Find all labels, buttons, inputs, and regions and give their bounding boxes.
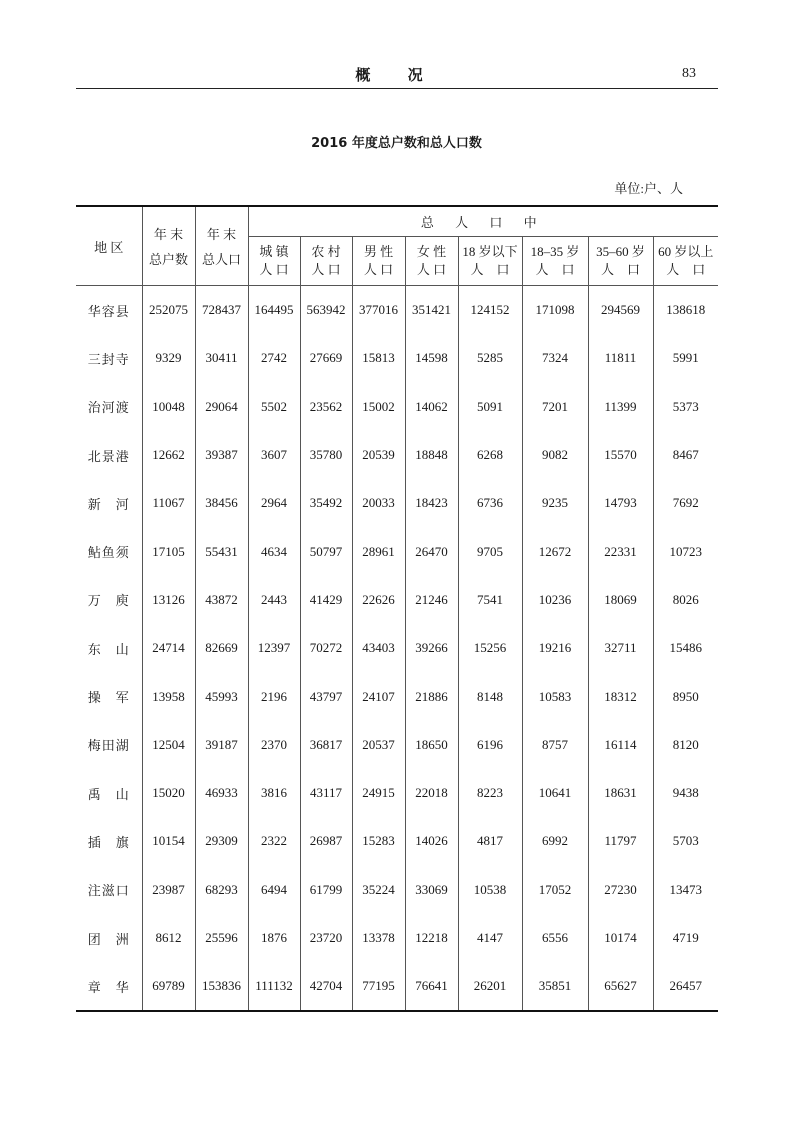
- value-cell: 3816: [248, 769, 300, 817]
- value-cell: 15813: [352, 334, 405, 382]
- value-cell: 39187: [195, 721, 248, 769]
- value-cell: 153836: [195, 962, 248, 1011]
- value-cell: 29064: [195, 383, 248, 431]
- value-cell: 6196: [458, 721, 522, 769]
- value-cell: 8467: [653, 431, 718, 479]
- value-cell: 5991: [653, 334, 718, 382]
- value-cell: 294569: [588, 286, 653, 335]
- value-cell: 164495: [248, 286, 300, 335]
- value-cell: 111132: [248, 962, 300, 1011]
- header-male: [352, 237, 405, 286]
- value-cell: 10538: [458, 866, 522, 914]
- value-cell: 20537: [352, 721, 405, 769]
- header-rural: [300, 237, 352, 286]
- value-cell: 17052: [522, 866, 588, 914]
- value-cell: 1876: [248, 914, 300, 962]
- header-under18-line1: 18 岁以下: [462, 244, 518, 259]
- value-cell: 15002: [352, 383, 405, 431]
- value-cell: 8148: [458, 672, 522, 720]
- value-cell: 36817: [300, 721, 352, 769]
- value-cell: 8120: [653, 721, 718, 769]
- header-households-line1: 年 末: [153, 227, 184, 242]
- value-cell: 9082: [522, 431, 588, 479]
- value-cell: 9438: [653, 769, 718, 817]
- value-cell: 26457: [653, 962, 718, 1011]
- value-cell: 35492: [300, 479, 352, 527]
- value-cell: 21886: [405, 672, 458, 720]
- value-cell: 15486: [653, 624, 718, 672]
- header-under18: [458, 237, 522, 286]
- table-row: [76, 334, 718, 382]
- header-over60-line2: 人 口: [666, 262, 706, 277]
- region-name-cell: 梅田湖: [87, 738, 130, 754]
- header-age35-60-line2: 人 口: [600, 262, 640, 277]
- value-cell: 2322: [248, 817, 300, 865]
- value-cell: 43797: [300, 672, 352, 720]
- value-cell: 16114: [588, 721, 653, 769]
- value-cell: 18631: [588, 769, 653, 817]
- header-region: 地 区: [76, 206, 142, 286]
- value-cell: 15020: [142, 769, 195, 817]
- value-cell: 6736: [458, 479, 522, 527]
- header-urban: [248, 237, 300, 286]
- value-cell: 7541: [458, 576, 522, 624]
- header-age18-35-line1: 18–35 岁: [530, 244, 580, 259]
- value-cell: 39266: [405, 624, 458, 672]
- value-cell: 25596: [195, 914, 248, 962]
- region-name-cell: 三封寺: [87, 351, 130, 367]
- value-cell: 14062: [405, 383, 458, 431]
- value-cell: 26470: [405, 527, 458, 575]
- header-age18-35: [522, 237, 588, 286]
- value-cell: 32711: [588, 624, 653, 672]
- value-cell: 10641: [522, 769, 588, 817]
- region-name-cell: 治河渡: [87, 400, 130, 416]
- header-female: [405, 237, 458, 286]
- value-cell: 14598: [405, 334, 458, 382]
- value-cell: 13126: [142, 576, 195, 624]
- header-male-line2: 人 口: [363, 262, 394, 277]
- value-cell: 4147: [458, 914, 522, 962]
- value-cell: 24714: [142, 624, 195, 672]
- region-name-cell: 团 洲: [87, 931, 130, 947]
- header-female-line1: 女 性: [416, 244, 447, 259]
- value-cell: 2370: [248, 721, 300, 769]
- value-cell: 43872: [195, 576, 248, 624]
- value-cell: 18312: [588, 672, 653, 720]
- value-cell: 8026: [653, 576, 718, 624]
- value-cell: 5502: [248, 383, 300, 431]
- value-cell: 10174: [588, 914, 653, 962]
- region-name-cell: 注滋口: [87, 883, 130, 899]
- value-cell: 8223: [458, 769, 522, 817]
- value-cell: 11067: [142, 479, 195, 527]
- value-cell: 10583: [522, 672, 588, 720]
- value-cell: 6992: [522, 817, 588, 865]
- value-cell: 18650: [405, 721, 458, 769]
- value-cell: 4634: [248, 527, 300, 575]
- table-title: 2016 年度总户数和总人口数: [311, 136, 482, 151]
- value-cell: 4719: [653, 914, 718, 962]
- header-population-line1: 年 末: [206, 227, 237, 242]
- population-table: [76, 205, 718, 1012]
- value-cell: 18069: [588, 576, 653, 624]
- header-over60: [653, 237, 718, 286]
- value-cell: 20033: [352, 479, 405, 527]
- value-cell: 82669: [195, 624, 248, 672]
- value-cell: 27230: [588, 866, 653, 914]
- header-under18-line2: 人 口: [470, 262, 510, 277]
- header-over60-line1: 60 岁以上: [658, 244, 714, 259]
- value-cell: 55431: [195, 527, 248, 575]
- header-group: 总 人 口 中: [248, 206, 718, 237]
- value-cell: 23562: [300, 383, 352, 431]
- value-cell: 12504: [142, 721, 195, 769]
- value-cell: 5373: [653, 383, 718, 431]
- value-cell: 29309: [195, 817, 248, 865]
- value-cell: 15570: [588, 431, 653, 479]
- value-cell: 19216: [522, 624, 588, 672]
- value-cell: 3607: [248, 431, 300, 479]
- value-cell: 5091: [458, 383, 522, 431]
- value-cell: 69789: [142, 962, 195, 1011]
- value-cell: 138618: [653, 286, 718, 335]
- value-cell: 17105: [142, 527, 195, 575]
- value-cell: 50797: [300, 527, 352, 575]
- region-name-cell: 章 华: [76, 962, 142, 1011]
- table-row: [76, 817, 718, 865]
- value-cell: 4817: [458, 817, 522, 865]
- value-cell: 10236: [522, 576, 588, 624]
- value-cell: 24107: [352, 672, 405, 720]
- header-urban-line2: 人 口: [259, 262, 289, 277]
- value-cell: 14026: [405, 817, 458, 865]
- value-cell: 30411: [195, 334, 248, 382]
- value-cell: 43117: [300, 769, 352, 817]
- header-population-line2: 总人口: [201, 252, 241, 267]
- header-households: [142, 206, 195, 286]
- value-cell: 13378: [352, 914, 405, 962]
- value-cell: 11399: [588, 383, 653, 431]
- table-row: [76, 286, 718, 335]
- value-cell: 252075: [142, 286, 195, 335]
- value-cell: 24915: [352, 769, 405, 817]
- region-name-cell: 北景港: [87, 448, 130, 464]
- value-cell: 38456: [195, 479, 248, 527]
- value-cell: 171098: [522, 286, 588, 335]
- value-cell: 42704: [300, 962, 352, 1011]
- value-cell: 22331: [588, 527, 653, 575]
- region-name-cell: 新 河: [87, 496, 130, 512]
- value-cell: 8757: [522, 721, 588, 769]
- value-cell: 22626: [352, 576, 405, 624]
- page-number: 83: [682, 66, 696, 81]
- value-cell: 41429: [300, 576, 352, 624]
- value-cell: 12397: [248, 624, 300, 672]
- value-cell: 61799: [300, 866, 352, 914]
- value-cell: 76641: [405, 962, 458, 1011]
- value-cell: 9235: [522, 479, 588, 527]
- value-cell: 14793: [588, 479, 653, 527]
- section-title: 概 况: [355, 66, 439, 84]
- value-cell: 26987: [300, 817, 352, 865]
- value-cell: 70272: [300, 624, 352, 672]
- region-name-cell: 万 庾: [87, 593, 130, 609]
- value-cell: 28961: [352, 527, 405, 575]
- value-cell: 6268: [458, 431, 522, 479]
- value-cell: 377016: [352, 286, 405, 335]
- header-male-line1: 男 性: [363, 244, 394, 259]
- value-cell: 6556: [522, 914, 588, 962]
- value-cell: 10048: [142, 383, 195, 431]
- value-cell: 27669: [300, 334, 352, 382]
- table-row: [76, 576, 718, 624]
- value-cell: 13958: [142, 672, 195, 720]
- value-cell: 77195: [352, 962, 405, 1011]
- value-cell: 20539: [352, 431, 405, 479]
- value-cell: 2196: [248, 672, 300, 720]
- value-cell: 46933: [195, 769, 248, 817]
- value-cell: 5285: [458, 334, 522, 382]
- value-cell: 23987: [142, 866, 195, 914]
- header-households-line2: 总户数: [148, 252, 188, 267]
- value-cell: 2964: [248, 479, 300, 527]
- region-name-cell: 华容县: [87, 303, 130, 319]
- header-urban-line1: 城 镇: [259, 244, 289, 259]
- value-cell: 68293: [195, 866, 248, 914]
- header-age35-60: [588, 237, 653, 286]
- header-population: [195, 206, 248, 286]
- table-row: [76, 962, 718, 1011]
- table-row: [76, 721, 718, 769]
- value-cell: 7201: [522, 383, 588, 431]
- value-cell: 45993: [195, 672, 248, 720]
- value-cell: 33069: [405, 866, 458, 914]
- value-cell: 43403: [352, 624, 405, 672]
- value-cell: 6494: [248, 866, 300, 914]
- table-body: [76, 286, 718, 1012]
- value-cell: 26201: [458, 962, 522, 1011]
- value-cell: 9329: [142, 334, 195, 382]
- value-cell: 39387: [195, 431, 248, 479]
- table-row: [76, 527, 718, 575]
- header-rural-line1: 农 村: [311, 244, 341, 259]
- table-row: [76, 431, 718, 479]
- value-cell: 35224: [352, 866, 405, 914]
- header-rural-line2: 人 口: [311, 262, 341, 277]
- table-row: [76, 672, 718, 720]
- value-cell: 728437: [195, 286, 248, 335]
- value-cell: 15283: [352, 817, 405, 865]
- table-row: [76, 479, 718, 527]
- value-cell: 8612: [142, 914, 195, 962]
- region-name-cell: 插 旗: [87, 834, 130, 850]
- value-cell: 12662: [142, 431, 195, 479]
- page-header: [76, 62, 718, 89]
- region-name-cell: 鲇鱼须: [87, 545, 130, 561]
- table-row: [76, 914, 718, 962]
- value-cell: 18423: [405, 479, 458, 527]
- value-cell: 124152: [458, 286, 522, 335]
- value-cell: 7324: [522, 334, 588, 382]
- value-cell: 35780: [300, 431, 352, 479]
- value-cell: 35851: [522, 962, 588, 1011]
- value-cell: 23720: [300, 914, 352, 962]
- value-cell: 12218: [405, 914, 458, 962]
- value-cell: 2742: [248, 334, 300, 382]
- value-cell: 8950: [653, 672, 718, 720]
- value-cell: 10154: [142, 817, 195, 865]
- value-cell: 18848: [405, 431, 458, 479]
- header-female-line2: 人 口: [416, 262, 447, 277]
- value-cell: 12672: [522, 527, 588, 575]
- value-cell: 9705: [458, 527, 522, 575]
- value-cell: 10723: [653, 527, 718, 575]
- value-cell: 15256: [458, 624, 522, 672]
- region-name-cell: 禹 山: [87, 786, 130, 802]
- value-cell: 563942: [300, 286, 352, 335]
- value-cell: 21246: [405, 576, 458, 624]
- value-cell: 7692: [653, 479, 718, 527]
- table-row: [76, 866, 718, 914]
- header-age18-35-line2: 人 口: [535, 262, 575, 277]
- value-cell: 11811: [588, 334, 653, 382]
- header-age35-60-line1: 35–60 岁: [596, 244, 645, 259]
- table-row: [76, 624, 718, 672]
- value-cell: 5703: [653, 817, 718, 865]
- value-cell: 13473: [653, 866, 718, 914]
- region-name-cell: 操 军: [87, 690, 130, 706]
- value-cell: 2443: [248, 576, 300, 624]
- value-cell: 11797: [588, 817, 653, 865]
- table-row: [76, 769, 718, 817]
- table-row: [76, 383, 718, 431]
- value-cell: 22018: [405, 769, 458, 817]
- unit-label: 单位:户、人: [614, 181, 683, 196]
- value-cell: 351421: [405, 286, 458, 335]
- region-name-cell: 东 山: [87, 641, 130, 657]
- value-cell: 65627: [588, 962, 653, 1011]
